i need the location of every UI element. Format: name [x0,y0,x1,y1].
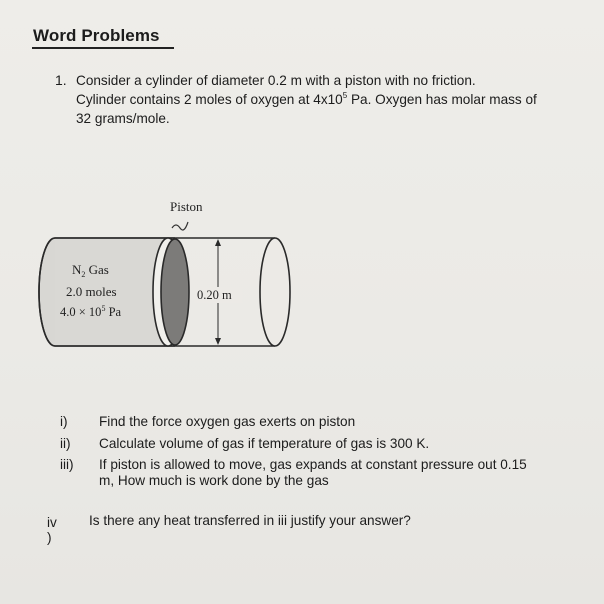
gas-name-label: $N_2$ Gas [72,262,109,279]
piston-face [161,239,189,345]
question-line-2-text: Cylinder contains 2 moles of oxygen at 4x10 [76,92,343,107]
task-3-number: iii) [60,457,74,472]
question-line-1: Consider a cylinder of diameter 0.2 m with a piston with no friction. [76,73,476,88]
pressure-label: $4.0 \times 10^5$ Pa [60,304,122,319]
question-number: 1. [55,72,67,88]
diameter-label: 0.20 m [197,288,232,302]
task-2-text: Calculate volume of gas if temperature of gas is 300 K. [99,436,430,451]
task-2-number: ii) [60,436,71,451]
task-1-number: i) [60,414,68,429]
section-title: Word Problems [33,26,160,45]
task-1-text: Find the force oxygen gas exerts on piston [99,414,356,429]
question-line-3: 32 grams/mole. [76,111,170,126]
cylinder-right-end [260,238,290,346]
task-3-text-cont: m, How much is work done by the gas [99,473,329,488]
piston-pointer [172,222,188,230]
task-4-number: iv ) [47,515,57,545]
task-3-text: If piston is allowed to move, gas expands at constant pressure out 0.15 [99,457,527,472]
exponent: 5 [342,91,348,100]
piston-label: Piston [170,199,203,214]
question-line-2-tail: Pa. Oxygen has molar mass of [347,92,537,107]
moles-label: 2.0 moles [66,284,117,299]
task-4-text: Is there any heat transferred in iii justify your answer? [89,513,411,528]
cylinder-left-cap [39,238,55,346]
